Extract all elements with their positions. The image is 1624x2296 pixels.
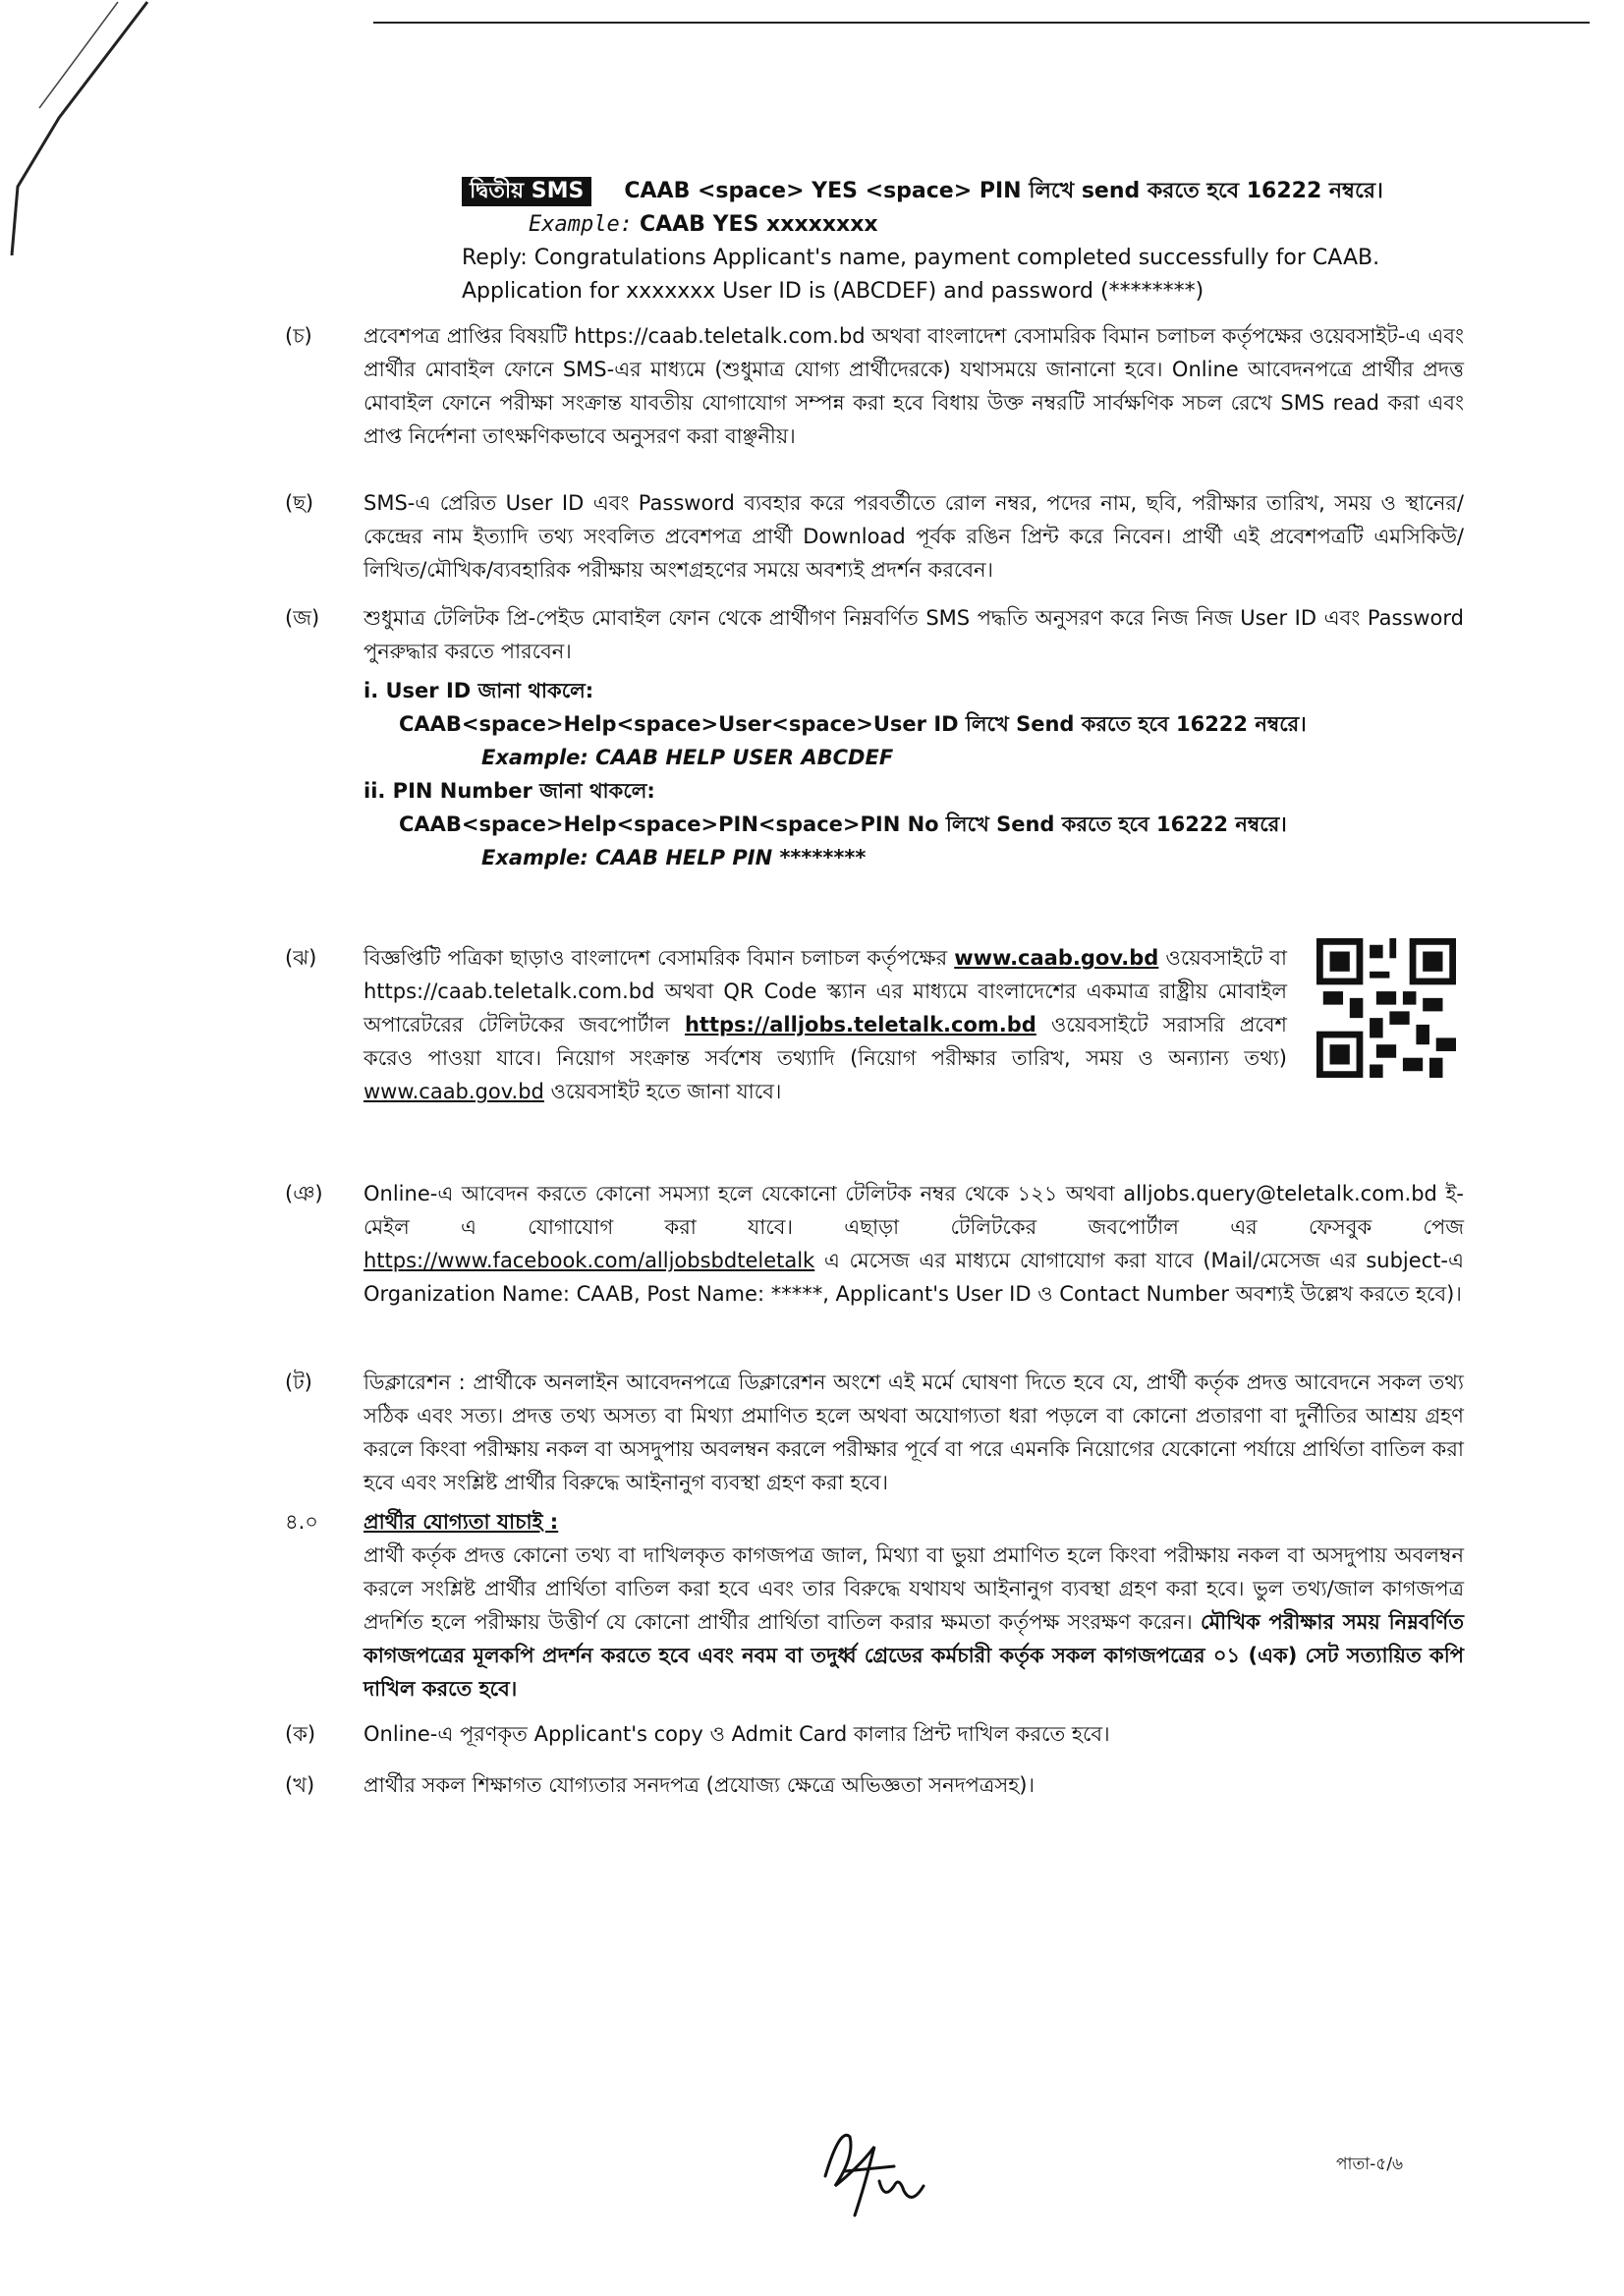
item-text: Online-এ আবেদন করতে কোনো সমস্যা হলে যেকোনো টেলিটক নম্বর থেকে ১২১ অথবা alljobs.query@teletalk.com.bd ই-মেইল এ যোগাযোগ করা যাবে। এছাড়া টেলিটকের জবপোর্টাল এর ফেসবুক পেজ: [364, 1182, 1464, 1239]
sms-example-label: Example:: [529, 212, 633, 237]
pin-sms: CAAB<space>Help<space>PIN<space>PIN No লিখে Send করতে হবে 16222 নম্বরে।: [399, 812, 1287, 836]
caab-website-link-2[interactable]: www.caab.gov.bd: [364, 1080, 544, 1103]
sms-reply-line1: Reply: Congratulations Applicant's name, payment completed successfully for CAAB.: [462, 246, 1380, 270]
item-text: শুধুমাত্র টেলিটক প্রি-পেইড মোবাইল ফোন থেকে প্রার্থীগণ নিম্নবর্ণিত SMS পদ্ধতি অনুসরণ করে নিজ নিজ User ID এবং Password পুনরুদ্ধার করতে পারবেন।: [364, 606, 1464, 663]
item-mark: (ঝ): [285, 946, 317, 970]
item-text: ওয়েবসাইটে বা https://caab.teletalk.com.bd অথবা QR Code স্ক্যান এর মাধ্যমে বাংলাদেশের একমাত্র রাষ্ট্রীয় মোবাইল অপারেটরের টেলিটকের জবপোর্টাল: [364, 946, 1287, 1036]
item-text: ওয়েবসাইট হতে জানা যাবে।: [543, 1080, 782, 1103]
section-bold-text: মৌখিক পরীক্ষার সময় নিম্নবর্ণিত কাগজপত্রের মূলকপি প্রদর্শন করতে হবে এবং নবম বা তদুর্ধ্ব গ্রেডের কর্মচারী কর্তৃক সকল কাগজপত্রের ০১ (এক) সেট সত্যায়িত কপি দাখিল করতে হবে।: [364, 1610, 1464, 1701]
section-number: ৪.০: [285, 1510, 318, 1534]
handwritten-signature: [806, 2117, 943, 2225]
user-id-example: Example: CAAB HELP USER ABCDEF: [481, 746, 894, 769]
pin-title: ii. PIN Number জানা থাকলে:: [364, 779, 655, 803]
item-nya: [285, 1177, 1464, 1311]
item-cha: [285, 319, 1464, 453]
item-mark: (ট): [285, 1371, 312, 1394]
scan-edge-mark: [0, 0, 157, 255]
pin-example: Example: CAAB HELP PIN ********: [481, 846, 867, 869]
facebook-page-link[interactable]: https://www.facebook.com/alljobsbdteletalk: [364, 1249, 815, 1272]
item-text: প্রার্থীর সকল শিক্ষাগত যোগ্যতার সনদপত্র (প্রযোজ্য ক্ষেত্রে অভিজ্ঞতা সনদপত্রসহ)।: [364, 1773, 1035, 1797]
item-ka: [285, 1717, 1464, 1751]
page-number: পাতা-৫/৬: [1336, 2155, 1404, 2174]
scan-border-line: [373, 22, 1590, 24]
user-id-sms: CAAB<space>Help<space>User<space>User ID লিখে Send করতে হবে 16222 নম্বরে।: [399, 712, 1307, 736]
section-text: প্রার্থী কর্তৃক প্রদত্ত কোনো তথ্য বা দাখিলকৃত কাগজপত্র জাল, মিথ্যা বা ভুয়া প্রমাণিত হলে কিংবা পরীক্ষায় নকল বা অসদুপায় অবলম্বন করলে সংশ্লিষ্ট প্রার্থীর প্রার্থিতা বাতিল করা হবে এবং তার বিরুদ্ধে যথাযথ আইনানুগ ব্যবস্থা গ্রহণ করা হবে। ভুল তথ্য/জাল কাগজপত্র প্রদর্শিত হলে পরীক্ষায় উত্তীর্ণ যে কোনো প্রার্থীর প্রার্থিতা বাতিল করার ক্ষমতা কর্তৃপক্ষ সংরক্ষণ করেন।: [364, 1543, 1464, 1634]
caab-website-link[interactable]: www.caab.gov.bd: [954, 946, 1159, 970]
sms-instruction: CAAB <space> YES <space> PIN লিখে send করতে হবে 16222 নম্বরে।: [624, 179, 1383, 203]
item-mark: (ঞ): [285, 1182, 323, 1205]
item-kha: [285, 1768, 1464, 1802]
item-text: ওয়েবসাইটে সরাসরি প্রবেশ করেও পাওয়া যাবে। নিয়োগ সংক্রান্ত সর্বশেষ তথ্যাদি (নিয়োগ পরীক্ষার তারিখ, সময় ও অন্যান্য তথ্য): [364, 1013, 1287, 1070]
item-chha: [285, 486, 1464, 587]
alljobs-link[interactable]: https://alljobs.teletalk.com.bd: [684, 1013, 1036, 1036]
user-id-title: i. User ID জানা থাকলে:: [364, 679, 594, 702]
item-mark: (চ): [285, 324, 312, 348]
item-ja: [285, 601, 1464, 874]
item-mark: (ছ): [285, 491, 314, 515]
sms-example-value: CAAB YES xxxxxxxx: [639, 212, 878, 237]
section-4-eligibility: [285, 1505, 1464, 1706]
item-mark: (খ): [285, 1773, 315, 1797]
section-heading: প্রার্থীর যোগ্যতা যাচাই :: [364, 1510, 559, 1534]
item-mark: (জ): [285, 606, 320, 630]
second-sms-block: [462, 175, 1464, 308]
item-mark: (ক): [285, 1722, 316, 1746]
item-text: এ মেসেজ এর মাধ্যমে যোগাযোগ করা যাবে (Mail/মেসেজ এর subject-এ Organization Name: CAAB, Post Name: *****, Applicant's User ID ও Contact Number অবশ্যই উল্লেখ করতে হবে)।: [364, 1249, 1464, 1306]
item-jha: [285, 941, 1287, 1108]
item-text: বিজ্ঞপ্তিটি পত্রিকা ছাড়াও বাংলাদেশ বেসামরিক বিমান চলাচল কর্তৃপক্ষের: [364, 946, 955, 970]
item-text: প্রবেশপত্র প্রাপ্তির বিষয়টি https://caab.teletalk.com.bd অথবা বাংলাদেশ বেসামরিক বিমান চলাচল কর্তৃপক্ষের ওয়েবসাইট-এ এবং প্রার্থীর মোবাইল ফোনে SMS-এর মাধ্যমে (শুধুমাত্র যোগ্য প্রার্থীদেরকে) যথাসময়ে জানানো হবে। Online আবেদনপত্রে প্রার্থীর প্রদত্ত মোবাইল ফোনে পরীক্ষা সংক্রান্ত যাবতীয় যোগাযোগ সম্পন্ন করা হবে বিধায় উক্ত নম্বরটি সার্বক্ষণিক সচল রেখে SMS read করা এবং প্রাপ্ত নির্দেশনা তাৎক্ষণিকভাবে অনুসরণ করা বাঞ্ছনীয়।: [364, 324, 1464, 448]
item-text: ডিক্লারেশন : প্রার্থীকে অনলাইন আবেদনপত্রে ডিক্লারেশন অংশে এই মর্মে ঘোষণা দিতে হবে যে, প্রার্থী কর্তৃক প্রদত্ত আবেদনে সকল তথ্য সঠিক এবং সত্য। প্রদত্ত তথ্য অসত্য বা মিথ্যা প্রমাণিত হলে অথবা অযোগ্যতা ধরা পড়লে বা কোনো প্রতারণা বা দুর্নীতির আশ্রয় গ্রহণ করলে কিংবা পরীক্ষায় নকল বা অসদুপায় অবলম্বন করলে পরীক্ষার পূর্বে বা পরে এমনকি নিয়োগের যেকোনো পর্যায়ে প্রার্থিতা বাতিল করা হবে এবং সংশ্লিষ্ট প্রার্থীর বিরুদ্ধে আইনানুগ ব্যবস্থা গ্রহণ করা হবে।: [364, 1371, 1464, 1494]
item-text: SMS-এ প্রেরিত User ID এবং Password ব্যবহার করে পরবর্তীতে রোল নম্বর, পদের নাম, ছবি, পরীক্ষার তারিখ, সময় ও স্থানের/কেন্দ্রের নাম ইত্যাদি তথ্য সংবলিত প্রবেশপত্র প্রার্থী Download পূর্বক রঙিন প্রিন্ট করে নিবেন। প্রার্থী এই প্রবেশপত্রটি এমসিকিউ/লিখিত/মৌখিক/ব্যবহারিক পরীক্ষায় অংশগ্রহণের সময়ে অবশ্যই প্রদর্শন করবেন।: [364, 491, 1464, 582]
item-text: Online-এ পূরণকৃত Applicant's copy ও Admit Card কালার প্রিন্ট দাখিল করতে হবে।: [364, 1722, 1110, 1746]
qr-code-image[interactable]: [1316, 938, 1456, 1078]
sms-tag: দ্বিতীয় SMS: [462, 177, 591, 206]
sms-reply-line2: Application for xxxxxxx User ID is (ABCDEF) and password (********): [462, 279, 1204, 304]
item-ta: [285, 1366, 1464, 1499]
